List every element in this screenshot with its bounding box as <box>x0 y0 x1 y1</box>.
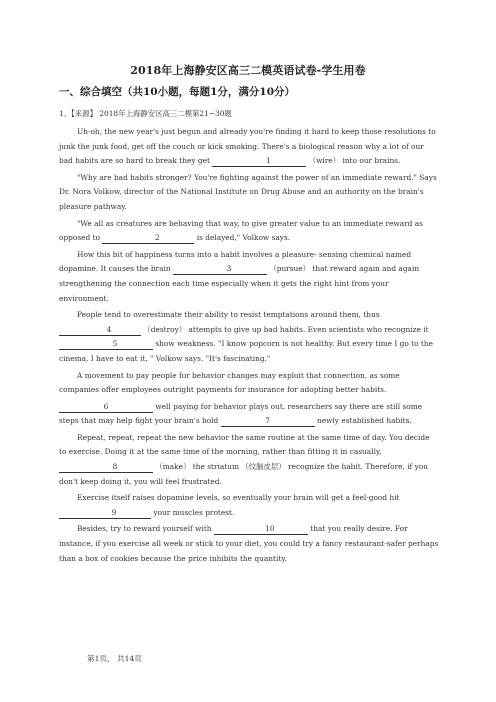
paragraph-10: Besides, try to reward yourself with 10 that you really desire. For instance, if you exercise all week or stick to your diet, you could try a fancy restaurant-safer perhaps than a box of cookies because the price inhibits the quantity. <box>59 524 439 563</box>
blank-10[interactable]: 10 <box>214 524 308 535</box>
blank-2[interactable]: 2 <box>102 233 194 244</box>
paragraph-6: A movement to pay people for behavior changes may exploit that connection, as some companies offer employees outright payments for insurance for adopting better habits. <box>59 370 400 395</box>
document-title: 2018年上海静安区高三二模英语试卷-学生用卷 <box>130 64 366 77</box>
blank-7[interactable]: 7 <box>221 416 315 427</box>
blank-1[interactable]: 1 <box>212 156 306 167</box>
page-footer: 第1页， 共14页 <box>87 654 142 663</box>
paragraph-7: 6 well paying for behavior plays out, researchers say there are still some steps that may help fight your brain's hold 7 newly established habits. <box>59 401 423 426</box>
section-heading: 一、综合填空（共10小题，每题1分，满分10分） <box>59 86 296 98</box>
paragraph-4: How this bit of happiness turns into a habit involves a pleasure- sensing chemical named dopamine. It causes the brain 3 （pursue） that reward again and again strengthening the connection each time especially when it gets the right hint from your environment. <box>59 249 420 303</box>
blank-8[interactable]: 8 <box>59 462 153 473</box>
paragraph-1: Uh-oh, the new year's just begun and already you're finding it hard to keep those resolutions to junk the junk food, get off the couch or kick smoking. There's a biological reason why a lot of our bad habits are so hard to break they get 1 （wire） into our brains. <box>59 127 436 166</box>
hint-8: （make） <box>155 462 191 472</box>
blank-4[interactable]: 4 <box>59 325 141 336</box>
hint-3: （pursue） <box>269 264 311 274</box>
passage <box>59 125 439 568</box>
hint-4: （destroy） <box>143 324 187 334</box>
paragraph-3: "We all as creatures are behaving that way, to give greater value to an immediate reward as opposed to 2 is delayed," Volkow says. <box>59 218 423 243</box>
blank-9[interactable]: 9 <box>59 508 151 519</box>
hint-1: （wire） <box>308 156 341 166</box>
paragraph-5: People tend to overestimate their ability to resist temptations around them, thus 4 （destroy） attempts to give up bad habits. Even scientists who recognize it 5 show weakness. "I know popcorn is not healthy. But every time I go to the cinema, I have to eat it, " Volkow says. "It's fascinating." <box>59 310 433 363</box>
blank-5[interactable]: 5 <box>59 339 153 350</box>
blank-3[interactable]: 3 <box>173 264 267 275</box>
paragraph-9: Exercise itself raises dopamine levels, so eventually your brain will get a feel-good hit 9 your muscles protest. <box>59 491 439 520</box>
paragraph-2: "Why are bad habits stronger? You're fighting against the power of an immediate reward." Says Dr. Nora Volkow, director of the National Institute on Drug Abuse and an authority on the brain's pleasure pathway. <box>59 172 437 211</box>
question-source: 1、【来源】 2018年上海静安区高三二模第21~30题 <box>59 109 232 118</box>
blank-6[interactable]: 6 <box>59 402 153 413</box>
paragraph-8: Repeat, repeat, repeat the new behavior the same routine at the same time of day. You decide to exercise. Doing it at the same time of the morning, rather than fitting it in casually, 8 （make） the striatum （纹脑皮层） recognize the habit. Therefore, if you don't keep doing it, you will feel frustrated. <box>59 432 430 486</box>
